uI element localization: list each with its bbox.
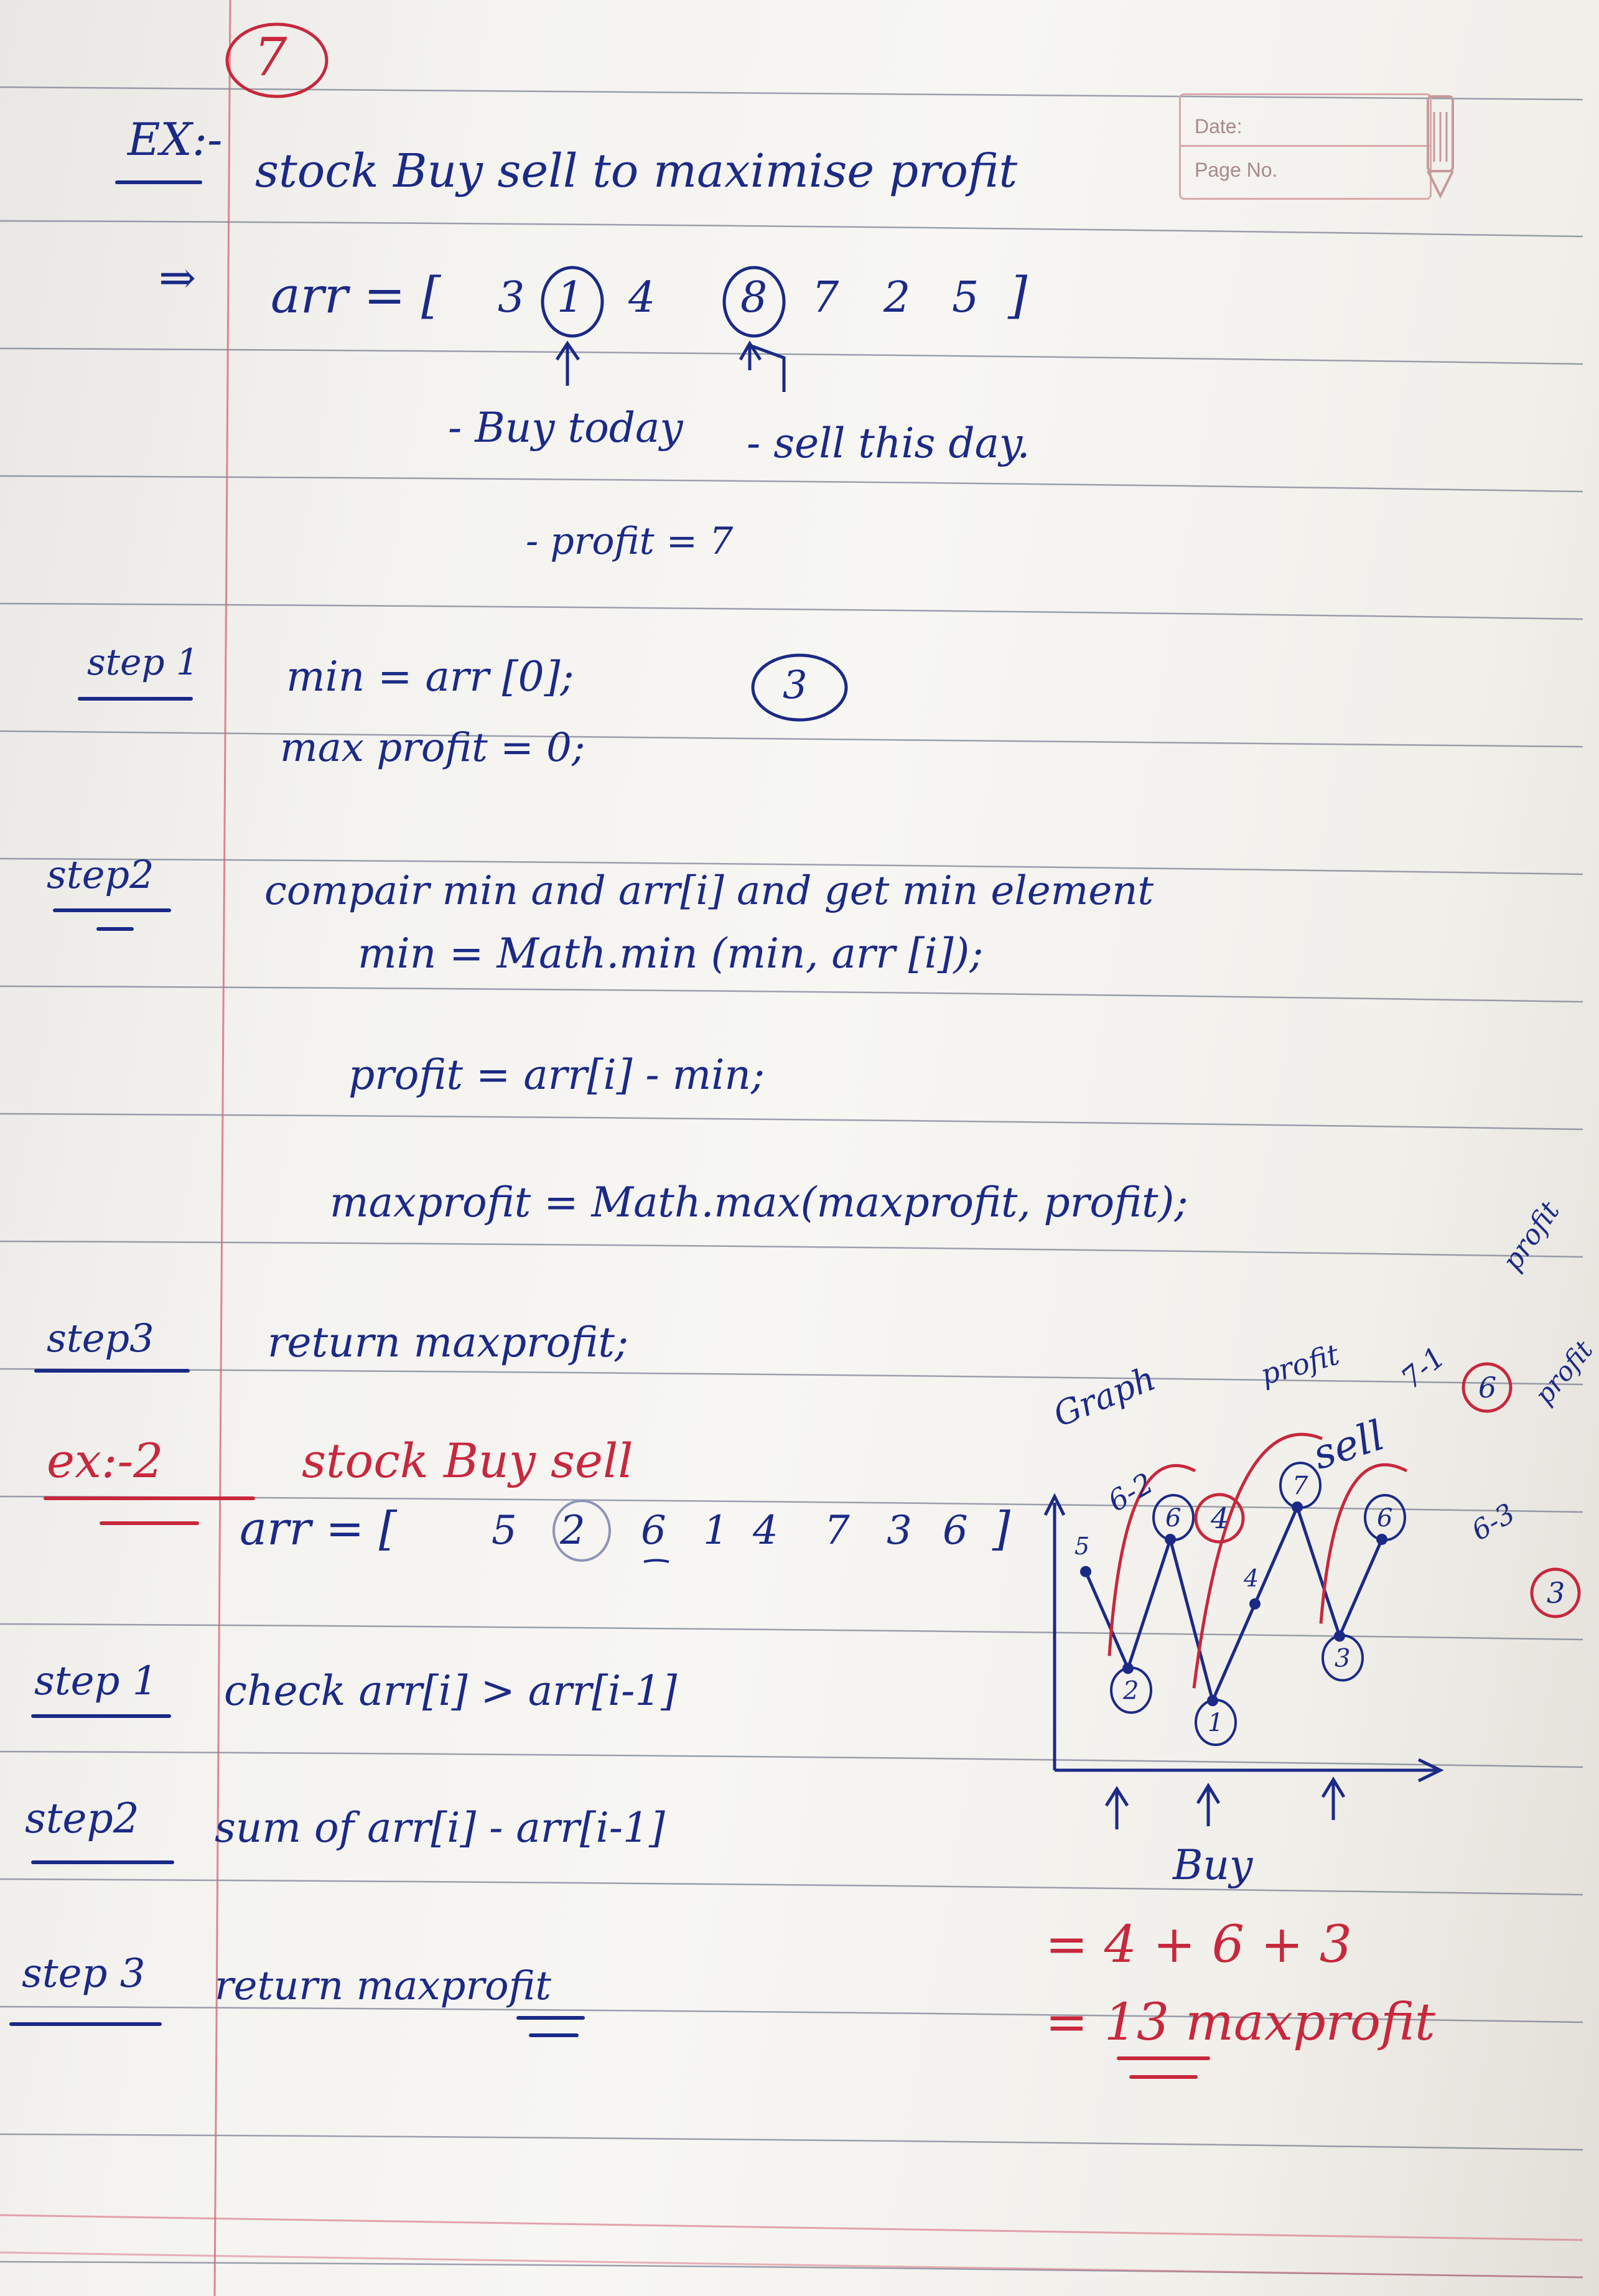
- ex1-prefix: EX:-: [128, 113, 223, 166]
- ex1-step2-line2: min = Math.min (min, arr [i]);: [358, 930, 984, 978]
- ex1-array-value-5: 2: [883, 273, 911, 322]
- graph-buy-arrows: [1106, 1780, 1344, 1829]
- ex2-prefix: ex:-2: [47, 1433, 164, 1488]
- ex1-step2-line4: maxprofit = Math.max(maxprofit, profit);: [330, 1178, 1188, 1226]
- graph-profit-value-2: 3: [1547, 1576, 1565, 1610]
- ex2-array-value-6: 3: [887, 1508, 912, 1554]
- graph-result-underline: [1117, 2056, 1210, 2060]
- ex2-prefix-underline: [44, 1496, 255, 1500]
- graph-profit-label-2: profit: [1496, 1195, 1567, 1277]
- graph-buy-label: Buy: [1173, 1841, 1253, 1889]
- ex2-step3-text: return maxprofit: [215, 1963, 551, 2009]
- ex1-step1-underline: [78, 697, 193, 701]
- ex2-array-value-1: 2: [560, 1508, 585, 1554]
- ex2-step1-text: check arr[i] > arr[i-1]: [224, 1667, 678, 1715]
- ex2-array-value-4: 4: [753, 1508, 778, 1554]
- stock-graph: [1033, 1340, 1580, 1879]
- ex1-profit-note: - profit = 7: [526, 520, 734, 563]
- header-box: [1179, 93, 1432, 200]
- ex2-step2-label: step2: [25, 1794, 139, 1842]
- ex2-step1-label: step 1: [34, 1658, 158, 1704]
- ex1-array-close: ]: [1008, 266, 1028, 324]
- ex1-array-value-1: 1: [557, 273, 584, 322]
- ex1-array-value-0: 3: [498, 273, 525, 322]
- ex1-step3-line1: return maxprofit;: [268, 1318, 629, 1366]
- ex2-step3-label: step 3: [22, 1951, 146, 1997]
- graph-note-1: 6-2: [1102, 1466, 1159, 1518]
- ex2-array-marks: [535, 1500, 672, 1574]
- graph-sell-label: sell: [1307, 1411, 1391, 1479]
- ex1-step2-underline: [53, 908, 171, 912]
- ex1-sell-note: - sell this day.: [747, 419, 1030, 467]
- ex2-array-value-2: 6: [641, 1508, 666, 1554]
- graph-point-4: [1249, 1598, 1261, 1610]
- ex2-array-value-0: 5: [492, 1508, 517, 1554]
- graph-result-line: = 13 maxprofit: [1045, 1993, 1435, 2052]
- ex2-prefix-underline-short: [100, 1521, 199, 1525]
- graph-result-underline-2: [1129, 2075, 1198, 2079]
- graph-circle-label-0: 2: [1123, 1676, 1139, 1706]
- ex1-step3-label: step3: [47, 1315, 154, 1361]
- graph-circle-label-2: 1: [1208, 1709, 1224, 1738]
- ex1-arrow: ⇒: [159, 251, 197, 304]
- ex2-array-close: ]: [992, 1502, 1010, 1556]
- ex2-array-value-7: 6: [943, 1508, 968, 1554]
- ex2-step3-maxprofit-underline-2: [529, 2033, 579, 2037]
- graph-plain-label-0: 5: [1075, 1532, 1090, 1560]
- graph-profit-label-1: profit: [1257, 1337, 1343, 1392]
- ex1-step2-label: step2: [47, 852, 154, 897]
- ex1-array-label: arr = [: [271, 266, 441, 324]
- ex1-step2-underline-short: [96, 927, 134, 931]
- ex1-array-value-4: 7: [812, 273, 839, 322]
- graph-sum-line: = 4 + 6 + 3: [1045, 1915, 1352, 1974]
- ex1-step1-line2: max profit = 0;: [280, 725, 585, 771]
- graph-title: Graph: [1048, 1358, 1161, 1435]
- ex2-step3-underline: [9, 2022, 162, 2026]
- graph-circle-label-1: 6: [1165, 1503, 1182, 1533]
- ex1-step2-line3: profit = arr[i] - min;: [348, 1051, 765, 1099]
- ex2-step2-text: sum of arr[i] - arr[i-1]: [215, 1804, 665, 1852]
- ex2-array-value-3: 1: [703, 1508, 729, 1554]
- graph-point-0: [1080, 1566, 1091, 1577]
- ex2-array-label: arr = [: [240, 1502, 397, 1556]
- graph-circle-label-3: 7: [1292, 1472, 1308, 1501]
- ex1-prefix-underline: [115, 180, 202, 184]
- graph-profit-label-3: profit: [1528, 1335, 1599, 1411]
- page-no-label: Page No.: [1195, 159, 1278, 181]
- ex1-step3-underline: [34, 1369, 190, 1373]
- ex2-array-value-5: 7: [824, 1508, 850, 1554]
- ex2-step1-underline: [31, 1714, 171, 1718]
- ex1-buy-note: - Buy today: [448, 404, 683, 452]
- ex1-step1-line1: min = arr [0];: [286, 653, 574, 701]
- graph-circle-label-4: 3: [1335, 1644, 1351, 1673]
- header-box-divider: [1181, 145, 1430, 147]
- graph-profit-value-0: 4: [1211, 1501, 1229, 1535]
- ex1-step2-line1: compair min and arr[i] and get min element: [264, 868, 1154, 914]
- date-label: Date:: [1195, 115, 1242, 138]
- graph-circle-label-5: 6: [1377, 1503, 1393, 1533]
- graph-note-3: 6-3: [1466, 1497, 1521, 1547]
- ex1-array-marks: [529, 261, 815, 423]
- ex2-step3-maxprofit-underline: [516, 2016, 585, 2020]
- ex2-title: stock Buy sell: [302, 1433, 633, 1488]
- ex1-array-value-2: 4: [628, 273, 656, 322]
- graph-profit-value-1: 6: [1478, 1371, 1497, 1404]
- page-number: 7: [254, 27, 287, 88]
- ex1-array-value-6: 5: [952, 273, 979, 322]
- ex1-step1-label: step 1: [87, 641, 199, 683]
- ex2-step2-underline: [31, 1860, 174, 1864]
- pencil-icon: [1419, 93, 1462, 199]
- ex1-title: stock Buy sell to maximise profit: [255, 144, 1018, 198]
- graph-profit-arc-2: [1321, 1465, 1407, 1623]
- ex1-array-value-3: 8: [740, 273, 768, 322]
- graph-note-2: 7-1: [1394, 1340, 1452, 1396]
- ex1-step1-circled-value: 3: [783, 662, 808, 707]
- graph-plain-label-1: 4: [1244, 1564, 1259, 1592]
